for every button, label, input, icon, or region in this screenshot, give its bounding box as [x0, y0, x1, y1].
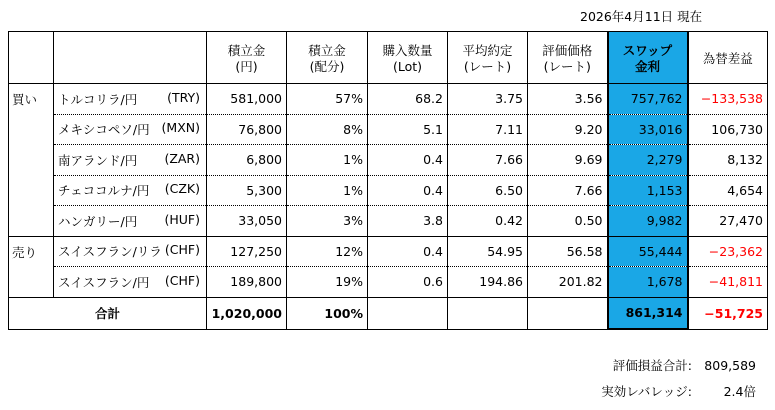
pair-name: スイスフラン/円	[58, 274, 150, 290]
pl-summary	[572, 356, 756, 374]
swap-cell: 1,678	[608, 267, 688, 298]
total-allocation: 100%	[287, 297, 368, 329]
allocation-cell: 8%	[287, 114, 368, 145]
pair-code: (MXN)	[161, 120, 200, 136]
pl-label: 評価損益合計:	[612, 358, 692, 373]
header-row	[9, 32, 768, 84]
amount-cell: 127,250	[207, 236, 287, 267]
amount-cell: 6,800	[207, 145, 287, 176]
eval-rate-cell: 3.56	[528, 84, 608, 115]
fx-gain-cell: −41,811	[688, 267, 768, 298]
leverage-label: 実効レバレッジ:	[601, 384, 692, 399]
table-row	[9, 145, 768, 176]
allocation-cell: 12%	[287, 236, 368, 267]
pair-code: (ZAR)	[164, 150, 200, 166]
as-of-date: 2026年4月11日 現在	[580, 9, 703, 24]
fx-gain-cell: 8,132	[688, 145, 768, 176]
avg-rate-cell: 54.95	[448, 236, 528, 267]
swap-cell: 55,444	[608, 236, 688, 267]
swap-cell: 9,982	[608, 206, 688, 237]
leverage-value: 2.4倍	[723, 384, 756, 399]
fx-gain-cell: 27,470	[688, 206, 768, 237]
header-eval-rate: 評価価格 (レート)	[528, 32, 608, 84]
fx-gain-cell: 4,654	[688, 175, 768, 206]
allocation-cell: 1%	[287, 145, 368, 176]
eval-rate-cell: 201.82	[528, 267, 608, 298]
table-body	[9, 84, 768, 298]
eval-rate-cell: 9.20	[528, 114, 608, 145]
leverage-summary	[572, 382, 756, 400]
header-empty-side	[9, 32, 54, 84]
avg-rate-cell: 7.11	[448, 114, 528, 145]
total-amount: 1,020,000	[207, 297, 287, 329]
lot-cell: 0.6	[368, 267, 448, 298]
header-empty-pair	[54, 32, 207, 84]
side-label: 売り	[9, 236, 54, 297]
total-fx-gain: −51,725	[688, 297, 768, 329]
pair-name: ハンガリー/円	[58, 213, 138, 229]
table-row	[9, 206, 768, 237]
eval-rate-cell: 9.69	[528, 145, 608, 176]
amount-cell: 33,050	[207, 206, 287, 237]
pair-code: (CHF)	[164, 272, 200, 288]
lot-cell: 0.4	[368, 236, 448, 267]
amount-cell: 189,800	[207, 267, 287, 298]
eval-rate-cell: 0.50	[528, 206, 608, 237]
pair-code: (CHF)	[164, 242, 200, 258]
pair-cell	[54, 145, 207, 176]
portfolio-table	[8, 31, 768, 330]
header-avg-rate: 平均約定 (レート)	[448, 32, 528, 84]
pair-cell	[54, 206, 207, 237]
table-row	[9, 236, 768, 267]
total-empty-eval	[528, 297, 608, 329]
swap-cell: 33,016	[608, 114, 688, 145]
header-fx-gain: 為替差益	[688, 32, 768, 84]
pair-code: (TRY)	[167, 89, 200, 105]
pair-cell	[54, 236, 207, 267]
eval-rate-cell: 7.66	[528, 175, 608, 206]
header-lot: 購入数量 (Lot)	[368, 32, 448, 84]
avg-rate-cell: 7.66	[448, 145, 528, 176]
amount-cell: 5,300	[207, 175, 287, 206]
pair-name: スイスフラン/リラ	[58, 244, 162, 260]
pair-cell	[54, 175, 207, 206]
header-allocation: 積立金 (配分)	[287, 32, 368, 84]
total-label: 合計	[9, 297, 207, 329]
allocation-cell: 19%	[287, 267, 368, 298]
allocation-cell: 1%	[287, 175, 368, 206]
pl-value: 809,589	[704, 358, 756, 373]
pair-cell	[54, 114, 207, 145]
table-row	[9, 84, 768, 115]
total-swap: 861,314	[608, 297, 688, 329]
lot-cell: 68.2	[368, 84, 448, 115]
total-empty-lot	[368, 297, 448, 329]
fx-gain-cell: 106,730	[688, 114, 768, 145]
lot-cell: 0.4	[368, 145, 448, 176]
allocation-cell: 3%	[287, 206, 368, 237]
header-swap: スワップ 金利	[608, 32, 688, 84]
swap-cell: 1,153	[608, 175, 688, 206]
swap-cell: 757,762	[608, 84, 688, 115]
allocation-cell: 57%	[287, 84, 368, 115]
table-row	[9, 114, 768, 145]
pair-name: チェココルナ/円	[58, 183, 150, 199]
amount-cell: 581,000	[207, 84, 287, 115]
header-amount: 積立金 (円)	[207, 32, 287, 84]
pair-code: (HUF)	[164, 211, 200, 227]
amount-cell: 76,800	[207, 114, 287, 145]
lot-cell: 0.4	[368, 175, 448, 206]
fx-gain-cell: −133,538	[688, 84, 768, 115]
pair-name: メキシコペソ/円	[58, 122, 150, 138]
pair-cell	[54, 267, 207, 298]
eval-rate-cell: 56.58	[528, 236, 608, 267]
avg-rate-cell: 0.42	[448, 206, 528, 237]
swap-cell: 2,279	[608, 145, 688, 176]
avg-rate-cell: 6.50	[448, 175, 528, 206]
total-empty-avg	[448, 297, 528, 329]
pair-cell	[54, 84, 207, 115]
lot-cell: 3.8	[368, 206, 448, 237]
total-row	[9, 297, 768, 329]
avg-rate-cell: 3.75	[448, 84, 528, 115]
avg-rate-cell: 194.86	[448, 267, 528, 298]
fx-gain-cell: −23,362	[688, 236, 768, 267]
pair-name: トルコリラ/円	[58, 91, 138, 107]
lot-cell: 5.1	[368, 114, 448, 145]
pair-code: (CZK)	[164, 181, 200, 197]
table-row	[9, 175, 768, 206]
table-row	[9, 267, 768, 298]
pair-name: 南アランド/円	[58, 152, 138, 168]
side-label: 買い	[9, 84, 54, 237]
